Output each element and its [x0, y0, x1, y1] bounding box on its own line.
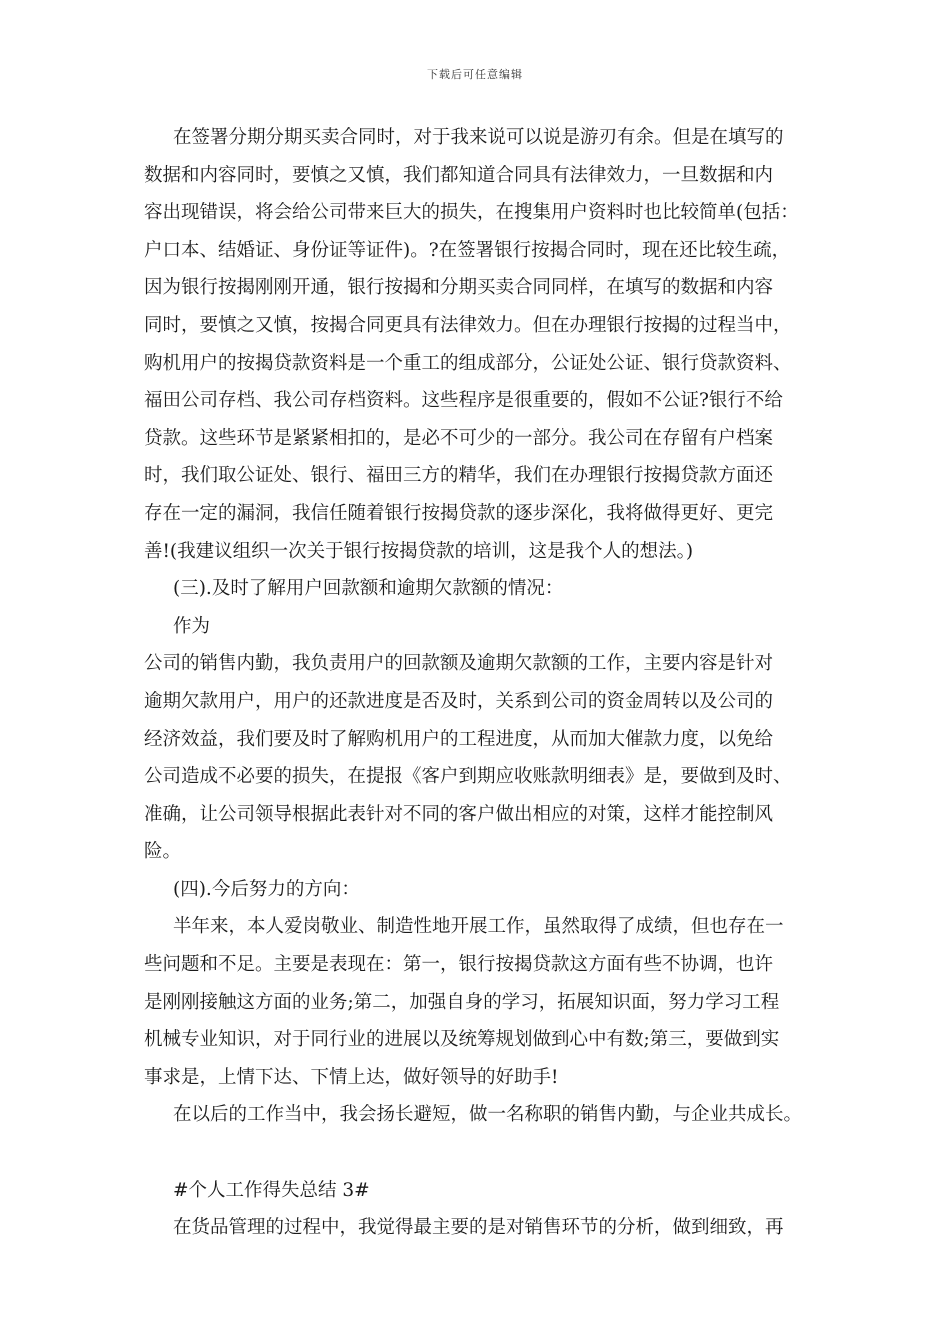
text-line: 存在一定的漏洞，我信任随着银行按揭贷款的逐步深化，我将做得更好、更完	[144, 502, 774, 524]
text-line: 是刚刚接触这方面的业务;第二，加强自身的学习，拓展知识面，努力学习工程	[144, 991, 780, 1013]
text-line: 些问题和不足。主要是表现在：第一，银行按揭贷款这方面有些不协调，也许	[144, 954, 774, 976]
text-line: 容出现错误，将会给公司带来巨大的损失，在搜集用户资料时也比较简单(包括：	[144, 202, 799, 224]
text-line: 福田公司存档、我公司存档资料。这些程序是很重要的，假如不公证?银行不给	[144, 390, 783, 412]
text-line: 事求是，上情下达、下情上达，做好领导的好助手!	[144, 1066, 559, 1088]
text-line: 时，我们取公证处、银行、福田三方的精华，我们在办理银行按揭贷款方面还	[144, 465, 774, 487]
paragraph-future-direction	[144, 908, 814, 1096]
page-header: 下载后可任意编辑	[427, 68, 523, 81]
text-line: 险。	[144, 841, 182, 863]
paragraph-goods-management: 在货品管理的过程中，我觉得最主要的是对销售环节的分析，做到细致，再	[173, 1217, 784, 1239]
text-line: 经济效益，我们要及时了解购机用户的工程进度，从而加大催款力度，以免给	[144, 728, 774, 750]
blank-line	[144, 1134, 814, 1172]
document-body	[144, 119, 814, 1247]
paragraph-repayment	[144, 608, 814, 871]
section-heading-3: (三).及时了解用户回款额和逾期欠款额的情况：	[173, 578, 564, 600]
text-line: 善!(我建议组织一次关于银行按揭贷款的培训，这是我个人的想法。)	[144, 540, 694, 562]
paragraph-closing: 在以后的工作当中，我会扬长避短，做一名称职的销售内勤，与企业共成长。	[173, 1104, 803, 1126]
section-title: #个人工作得失总结 3#	[173, 1179, 370, 1201]
text-line: 机械专业知识，对于同行业的进展以及统筹规划做到心中有数;第三，要做到实	[144, 1029, 780, 1051]
text-line: 准确，让公司领导根据此表针对不同的客户做出相应的对策，这样才能控制风	[144, 803, 774, 825]
text-line: 逾期欠款用户，用户的还款进度是否及时，关系到公司的资金周转以及公司的	[144, 690, 774, 712]
text-line: 贷款。这些环节是紧紧相扣的，是必不可少的一部分。我公司在存留有户档案	[144, 427, 774, 449]
text-line: 半年来，本人爱岗敬业、制造性地开展工作，虽然取得了成绩，但也存在一	[173, 916, 784, 938]
text-line: 公司造成不必要的损失，在提报《客户到期应收账款明细表》是，要做到及时、	[144, 766, 792, 788]
text-line: 因为银行按揭刚刚开通，银行按揭和分期买卖合同同样，在填写的数据和内容	[144, 277, 774, 299]
text-line: 购机用户的按揭贷款资料是一个重工的组成部分，公证处公证、银行贷款资料、	[144, 352, 792, 374]
section-heading-4: (四).今后努力的方向：	[173, 878, 360, 900]
text-line: 数据和内容同时，要慎之又慎，我们都知道合同具有法律效力，一旦数据和内	[144, 164, 774, 186]
text-line: 公司的销售内勤，我负责用户的回款额及逾期欠款额的工作，主要内容是针对	[144, 653, 774, 675]
text-line: 同时，要慎之又慎，按揭合同更具有法律效力。但在办理银行按揭的过程当中，	[144, 314, 792, 336]
text-line: 在签署分期分期买卖合同时，对于我来说可以说是游刃有余。但是在填写的	[173, 127, 784, 148]
text-line: 户口本、结婚证、身份证等证件)。?在签署银行按揭合同时，现在还比较生疏，	[144, 239, 791, 261]
paragraph-contract-signing	[144, 119, 814, 570]
text-line: 作为	[173, 615, 211, 637]
